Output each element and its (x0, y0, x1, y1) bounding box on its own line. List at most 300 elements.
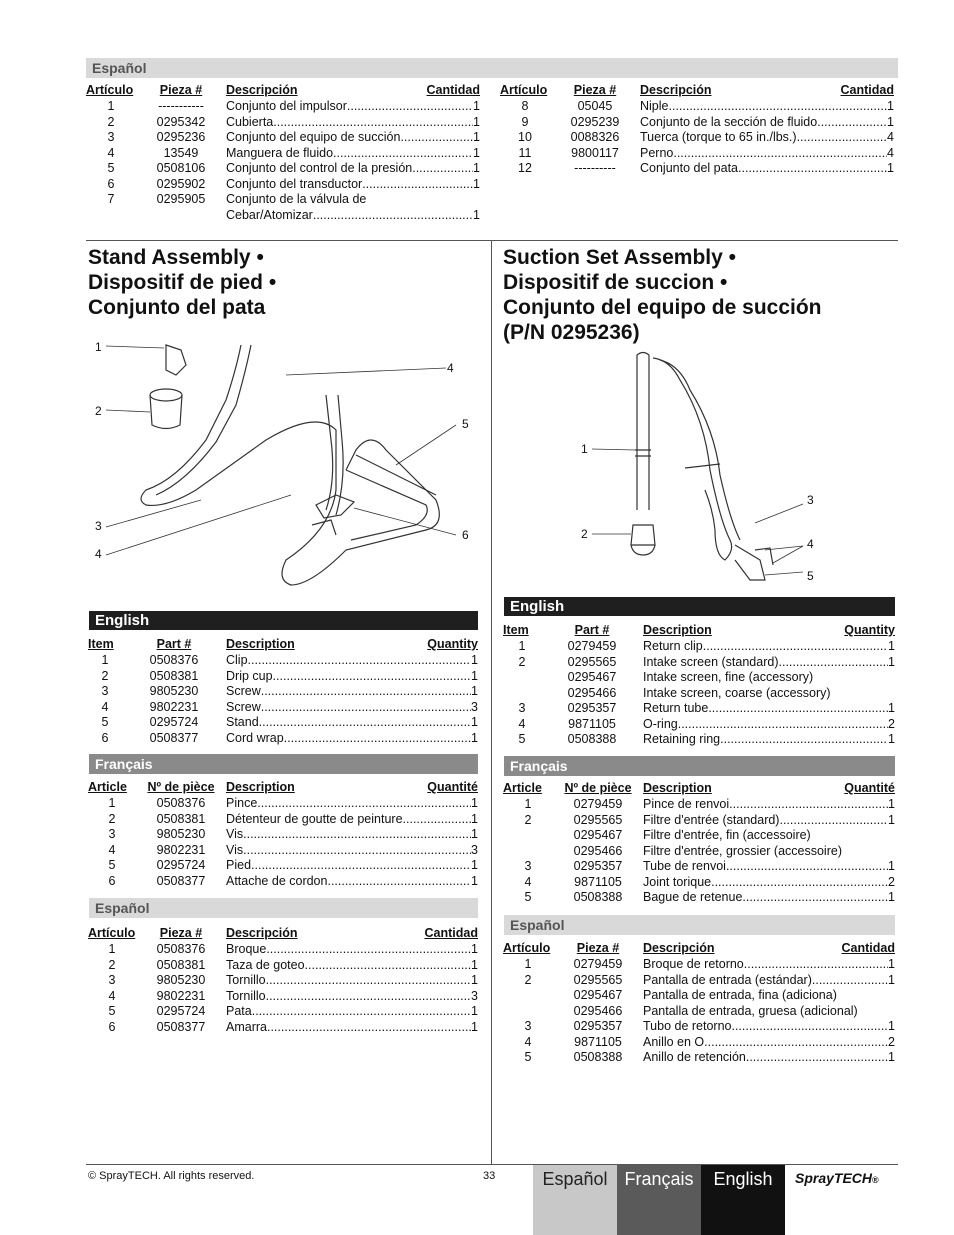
header-qty-label: Quantity (427, 637, 478, 651)
cell-part: 0295905 (156, 192, 206, 206)
cell-part: 9802231 (156, 842, 206, 857)
desc-text: Tube de renvoi (643, 859, 726, 873)
cell-part: ----------- (158, 99, 204, 113)
leader-dots (817, 115, 887, 131)
header-qty-label: Quantité (844, 781, 895, 795)
cell-qty: 2 (888, 874, 895, 889)
cell-part: 9871105 (574, 874, 622, 889)
desc-text: Conjunto del transductor (226, 176, 363, 191)
table-row (500, 130, 894, 146)
desc-text: Intake screen, fine (accessory) (643, 670, 814, 684)
cell-qty: 4 (887, 130, 894, 144)
cell-item (503, 686, 541, 702)
desc-text: Amarra (226, 1019, 267, 1034)
cell-item: 3 (524, 859, 532, 873)
stand-callout: 4 (447, 361, 454, 375)
leader-dots (362, 177, 473, 193)
cell-description (226, 146, 480, 162)
suction-callout: 2 (581, 527, 588, 541)
cell-item: 5 (108, 858, 116, 872)
desc-text: Retaining ring (643, 732, 721, 746)
leader-dots (257, 796, 471, 812)
cell-item: 4 (524, 1034, 532, 1049)
table-row (88, 874, 478, 890)
stand-callout: 6 (462, 528, 469, 542)
header-part: Part # (574, 623, 610, 637)
cell-qty: 1 (888, 1050, 895, 1064)
cell-qty: 1 (471, 730, 478, 745)
table-row (88, 1020, 478, 1036)
cell-item: 2 (524, 812, 532, 827)
cell-description (226, 700, 478, 716)
desc-text: Conjunto del control de la presión (226, 161, 413, 175)
cell-item: 2 (107, 114, 115, 129)
leader-dots (704, 1035, 888, 1051)
cell-description (643, 1004, 895, 1020)
tab-espanol[interactable]: Español (533, 1165, 617, 1235)
cell-description (226, 669, 478, 685)
cell-description (226, 684, 478, 700)
cell-qty: 1 (471, 811, 478, 826)
desc-text: Drip cup (226, 668, 273, 683)
cell-description (643, 1050, 895, 1066)
header-item: Article (88, 780, 127, 794)
table-row (503, 988, 895, 1004)
header-item: Article (503, 781, 542, 795)
suction-callout: 1 (581, 442, 588, 456)
cell-qty: 1 (473, 176, 480, 191)
header-description (226, 83, 480, 98)
cell-description (226, 731, 478, 747)
table-header (503, 781, 895, 796)
table-row (503, 639, 895, 655)
top-espanol-right-table (500, 83, 894, 177)
cell-part: 9805230 (156, 827, 206, 841)
suction-title-line: Dispositif de succion • (503, 271, 728, 294)
cell-item: 3 (108, 973, 116, 987)
suction-english-label: English (510, 598, 565, 615)
cell-item: 4 (524, 874, 532, 889)
table-row (503, 859, 895, 875)
leader-dots (744, 957, 888, 973)
leader-dots (252, 1004, 471, 1020)
leader-dots (669, 99, 888, 115)
cell-part: 9802231 (156, 988, 206, 1003)
table-row (503, 797, 895, 813)
table-row (88, 858, 478, 874)
table-row (86, 99, 480, 115)
tab-english[interactable]: English (701, 1165, 785, 1235)
cell-description (226, 99, 480, 115)
header-qty-label: Cantidad (840, 83, 894, 97)
header-qty-label: Cantidad (424, 926, 478, 940)
cell-part: 0295357 (573, 859, 623, 873)
table-row (88, 669, 478, 685)
cell-part: 9802231 (149, 699, 199, 714)
table-row (88, 812, 478, 828)
leader-dots (720, 732, 888, 748)
desc-text: Manguera de fluido (226, 145, 334, 160)
cell-item: 6 (108, 1019, 116, 1034)
desc-text: Pantalla de entrada, fina (adiciona) (643, 988, 837, 1002)
suction-title-line: Conjunto del equipo de succión (503, 296, 822, 319)
cell-qty: 1 (888, 859, 895, 873)
table-header (88, 780, 478, 795)
cell-item: 4 (108, 842, 116, 857)
stand-title-line: Conjunto del pata (88, 296, 266, 319)
cell-item: 2 (524, 972, 532, 987)
cell-part: 9871105 (568, 716, 616, 731)
cell-description (643, 639, 895, 655)
table-row (503, 844, 895, 860)
cell-description (643, 797, 895, 813)
stand-francais-band (89, 754, 478, 774)
table-row (503, 717, 895, 733)
leader-dots (266, 973, 471, 989)
cell-item: 8 (521, 99, 529, 113)
leader-dots (711, 875, 888, 891)
cell-description (643, 875, 895, 891)
cell-description (226, 115, 480, 131)
table-row (86, 115, 480, 131)
desc-text: Tornillo (226, 973, 266, 987)
cell-item: 1 (524, 797, 532, 811)
cell-description (226, 796, 478, 812)
top-espanol-label: Español (92, 60, 147, 76)
leader-dots (266, 989, 471, 1005)
table-header (500, 83, 894, 98)
cell-qty: 1 (471, 973, 478, 987)
suction-espanol-label: Español (510, 917, 565, 933)
leader-dots (259, 715, 471, 731)
stand-espanol-label: Español (95, 900, 150, 916)
table-row (503, 670, 895, 686)
cell-item (503, 828, 553, 844)
leader-dots (731, 1019, 888, 1035)
desc-text: Conjunto de la sección de fluido (640, 114, 818, 129)
suction-francais-band (504, 756, 895, 776)
cell-qty: 1 (473, 114, 480, 129)
desc-text: Conjunto de la válvula de (226, 192, 367, 206)
cell-qty: 1 (888, 812, 895, 827)
cell-item: 1 (101, 653, 109, 667)
leader-dots (412, 161, 473, 177)
stand-espanol-table (88, 926, 478, 1035)
cell-part: 0508377 (149, 730, 199, 745)
cell-description (643, 844, 895, 860)
cell-part: 0295724 (156, 858, 206, 872)
cell-part: 0508376 (156, 942, 206, 956)
cell-qty: 1 (473, 145, 480, 160)
table-row (88, 973, 478, 989)
cell-part: 0295467 (567, 670, 617, 684)
cell-qty: 4 (887, 145, 894, 160)
suction-title (503, 245, 822, 345)
table-header (503, 941, 895, 956)
cell-part: 0295467 (573, 828, 623, 842)
cell-part: 0295565 (573, 812, 623, 827)
cell-description (643, 655, 895, 671)
leader-dots (797, 130, 887, 146)
cell-description (226, 177, 480, 193)
leader-dots (327, 874, 471, 890)
cell-qty: 1 (471, 858, 478, 872)
cell-qty: 1 (471, 957, 478, 972)
suction-francais-label: Français (510, 758, 568, 774)
cell-qty: 1 (888, 797, 895, 811)
section-divider (86, 240, 898, 241)
cell-description (643, 813, 895, 829)
header-item: Item (88, 637, 114, 651)
table-row (86, 192, 480, 208)
cell-qty: 1 (888, 639, 895, 653)
leader-dots (738, 161, 887, 177)
cell-description (226, 161, 480, 177)
header-part: Pieza # (159, 926, 203, 940)
cell-item: 12 (518, 161, 532, 175)
leader-dots (708, 701, 888, 717)
cell-description (643, 686, 895, 702)
header-item: Artículo (503, 941, 551, 955)
cell-part: 0295357 (573, 1019, 623, 1033)
cell-qty: 1 (888, 1019, 895, 1033)
stand-callout: 4 (95, 547, 102, 561)
cell-qty: 1 (473, 207, 480, 222)
cell-description (643, 957, 895, 973)
leader-dots (812, 973, 888, 989)
table-row (503, 973, 895, 989)
leader-dots (746, 1050, 888, 1066)
cell-qty: 1 (473, 99, 480, 113)
table-row (86, 146, 480, 162)
header-part: Pieza # (159, 83, 203, 97)
cell-qty: 1 (887, 114, 894, 129)
leader-dots (305, 958, 472, 974)
page-number: 33 (483, 1170, 496, 1182)
cell-item: 1 (524, 957, 532, 971)
cell-item: 3 (518, 701, 526, 715)
desc-text: Vis (226, 842, 244, 857)
table-row (88, 827, 478, 843)
table-row (503, 890, 895, 906)
cell-description (643, 717, 895, 733)
header-qty-label: Cantidad (841, 941, 895, 955)
cell-item (503, 670, 541, 686)
table-row (503, 828, 895, 844)
leader-dots (284, 731, 471, 747)
suction-title-line: (P/N 0295236) (503, 321, 640, 344)
table-row (88, 653, 478, 669)
cell-qty: 1 (888, 732, 895, 746)
tab-francais[interactable]: Français (617, 1165, 701, 1235)
table-row (503, 655, 895, 671)
cell-description (640, 146, 894, 162)
leader-dots (400, 130, 473, 146)
header-item: Artículo (86, 83, 134, 97)
cell-description (226, 858, 478, 874)
cell-item: 6 (101, 730, 109, 745)
cell-item: 5 (107, 161, 115, 175)
cell-description (640, 99, 894, 115)
cell-description (226, 812, 478, 828)
brand-name: SprayTECH (795, 1170, 873, 1186)
stand-callout: 2 (95, 404, 102, 418)
table-row (88, 684, 478, 700)
cell-item: 1 (518, 639, 526, 653)
table-row (88, 942, 478, 958)
table-row (88, 843, 478, 859)
cell-description (226, 208, 480, 224)
table-header (86, 83, 480, 98)
cell-part: 0508376 (149, 653, 199, 667)
desc-text: Pince (226, 796, 258, 810)
desc-text: Intake screen (standard) (643, 654, 779, 669)
stand-francais-table (88, 780, 478, 889)
stand-diagram (86, 330, 486, 600)
desc-text: Pince de renvoi (643, 797, 730, 811)
desc-text: Filtre d'entrée, fin (accessoire) (643, 828, 811, 842)
suction-diagram (575, 350, 835, 590)
leader-dots (779, 655, 889, 671)
desc-text: Perno (640, 145, 674, 160)
cell-description (640, 161, 894, 177)
cell-part: 13549 (163, 145, 199, 160)
table-header (88, 637, 478, 652)
stand-callout: 5 (462, 417, 469, 431)
cell-description (226, 1020, 478, 1036)
cell-part: 0508388 (573, 1050, 623, 1064)
desc-text: Return clip (643, 639, 703, 653)
stand-francais-label: Français (95, 756, 153, 772)
desc-text: Screw (226, 684, 261, 698)
cell-item: 2 (518, 654, 526, 669)
cell-qty: 1 (473, 161, 480, 175)
leader-dots (266, 942, 471, 958)
cell-part: 0295565 (567, 654, 617, 669)
leader-dots (251, 858, 471, 874)
header-desc-label: Descripción (643, 941, 715, 955)
desc-text: Stand (226, 715, 259, 729)
cell-part: 9800117 (571, 145, 619, 160)
leader-dots (703, 639, 888, 655)
cell-item: 1 (107, 99, 115, 113)
header-desc-label: Description (226, 780, 295, 794)
leader-dots (261, 684, 471, 700)
cell-item: 5 (518, 732, 526, 746)
desc-text: Joint torique (643, 874, 712, 889)
desc-text: Pata (226, 1004, 252, 1018)
table-row (88, 958, 478, 974)
cell-item (503, 988, 553, 1004)
cell-part: 9871105 (574, 1034, 622, 1049)
cell-part: ---------- (574, 161, 616, 175)
cell-part: 0295565 (573, 972, 623, 987)
desc-text: Anillo en O (643, 1034, 705, 1049)
table-row (503, 1004, 895, 1020)
header-desc-label: Descripción (226, 926, 298, 940)
cell-part: 0508388 (567, 732, 617, 746)
cell-description (643, 732, 895, 748)
table-row (86, 208, 480, 224)
cell-description (226, 874, 478, 890)
cell-part: 9805230 (156, 973, 206, 987)
cell-part: 0295342 (156, 114, 206, 129)
cell-description (226, 942, 478, 958)
cell-item: 5 (524, 1050, 532, 1064)
cell-item (503, 844, 553, 860)
cell-item: 3 (524, 1019, 532, 1033)
table-row (500, 115, 894, 131)
stand-english-band (89, 611, 478, 630)
header-qty-label: Quantité (427, 780, 478, 794)
cell-qty: 1 (471, 796, 478, 810)
cell-part: 0295239 (570, 114, 620, 129)
table-row (500, 146, 894, 162)
header-desc-label: Description (643, 623, 712, 637)
cell-part: 0295466 (573, 1003, 623, 1018)
header-description (643, 941, 895, 956)
leader-dots (729, 797, 888, 813)
cell-part: 0508376 (156, 796, 206, 810)
cell-description (643, 670, 895, 686)
desc-text: Tubo de retorno (643, 1019, 732, 1033)
cell-part: 0508381 (156, 957, 206, 972)
header-description (226, 637, 478, 652)
cell-part: 0508377 (156, 1019, 206, 1034)
leader-dots (261, 700, 471, 716)
cell-description (226, 653, 478, 669)
cell-item: 6 (107, 176, 115, 191)
cell-description (226, 130, 480, 146)
cell-item: 4 (101, 699, 109, 714)
header-part: Part # (156, 637, 192, 651)
cell-item: 5 (101, 715, 109, 729)
header-description (643, 623, 895, 638)
table-row (503, 732, 895, 748)
cell-description (226, 958, 478, 974)
cell-item: 5 (108, 1004, 116, 1018)
desc-text: Cord wrap (226, 730, 284, 745)
cell-item: 2 (101, 668, 109, 683)
cell-description (226, 827, 478, 843)
suction-english-table (503, 623, 895, 748)
table-row (503, 813, 895, 829)
cell-description (643, 1035, 895, 1051)
cell-item: 4 (108, 988, 116, 1003)
header-desc-label: Descripción (640, 83, 712, 97)
table-row (88, 796, 478, 812)
cell-part: 0295902 (156, 176, 206, 191)
cell-item: 5 (524, 890, 532, 904)
table-row (503, 875, 895, 891)
suction-callout: 5 (807, 569, 814, 583)
cell-item: 4 (518, 716, 526, 731)
header-item: Item (503, 623, 529, 637)
desc-text: Return tube (643, 701, 709, 715)
header-part: Pieza # (573, 83, 617, 97)
suction-espanol-table (503, 941, 895, 1066)
cell-qty: 1 (471, 1004, 478, 1018)
desc-text: Niple (640, 99, 669, 113)
leader-dots (243, 843, 471, 859)
cell-item: 4 (107, 145, 115, 160)
leader-dots (333, 146, 473, 162)
desc-text: Conjunto del impulsor (226, 99, 347, 113)
stand-title-line: Dispositif de pied • (88, 271, 277, 294)
suction-title-line: Suction Set Assembly • (503, 246, 736, 269)
leader-dots (273, 115, 473, 131)
cell-part: 0508381 (156, 811, 206, 826)
